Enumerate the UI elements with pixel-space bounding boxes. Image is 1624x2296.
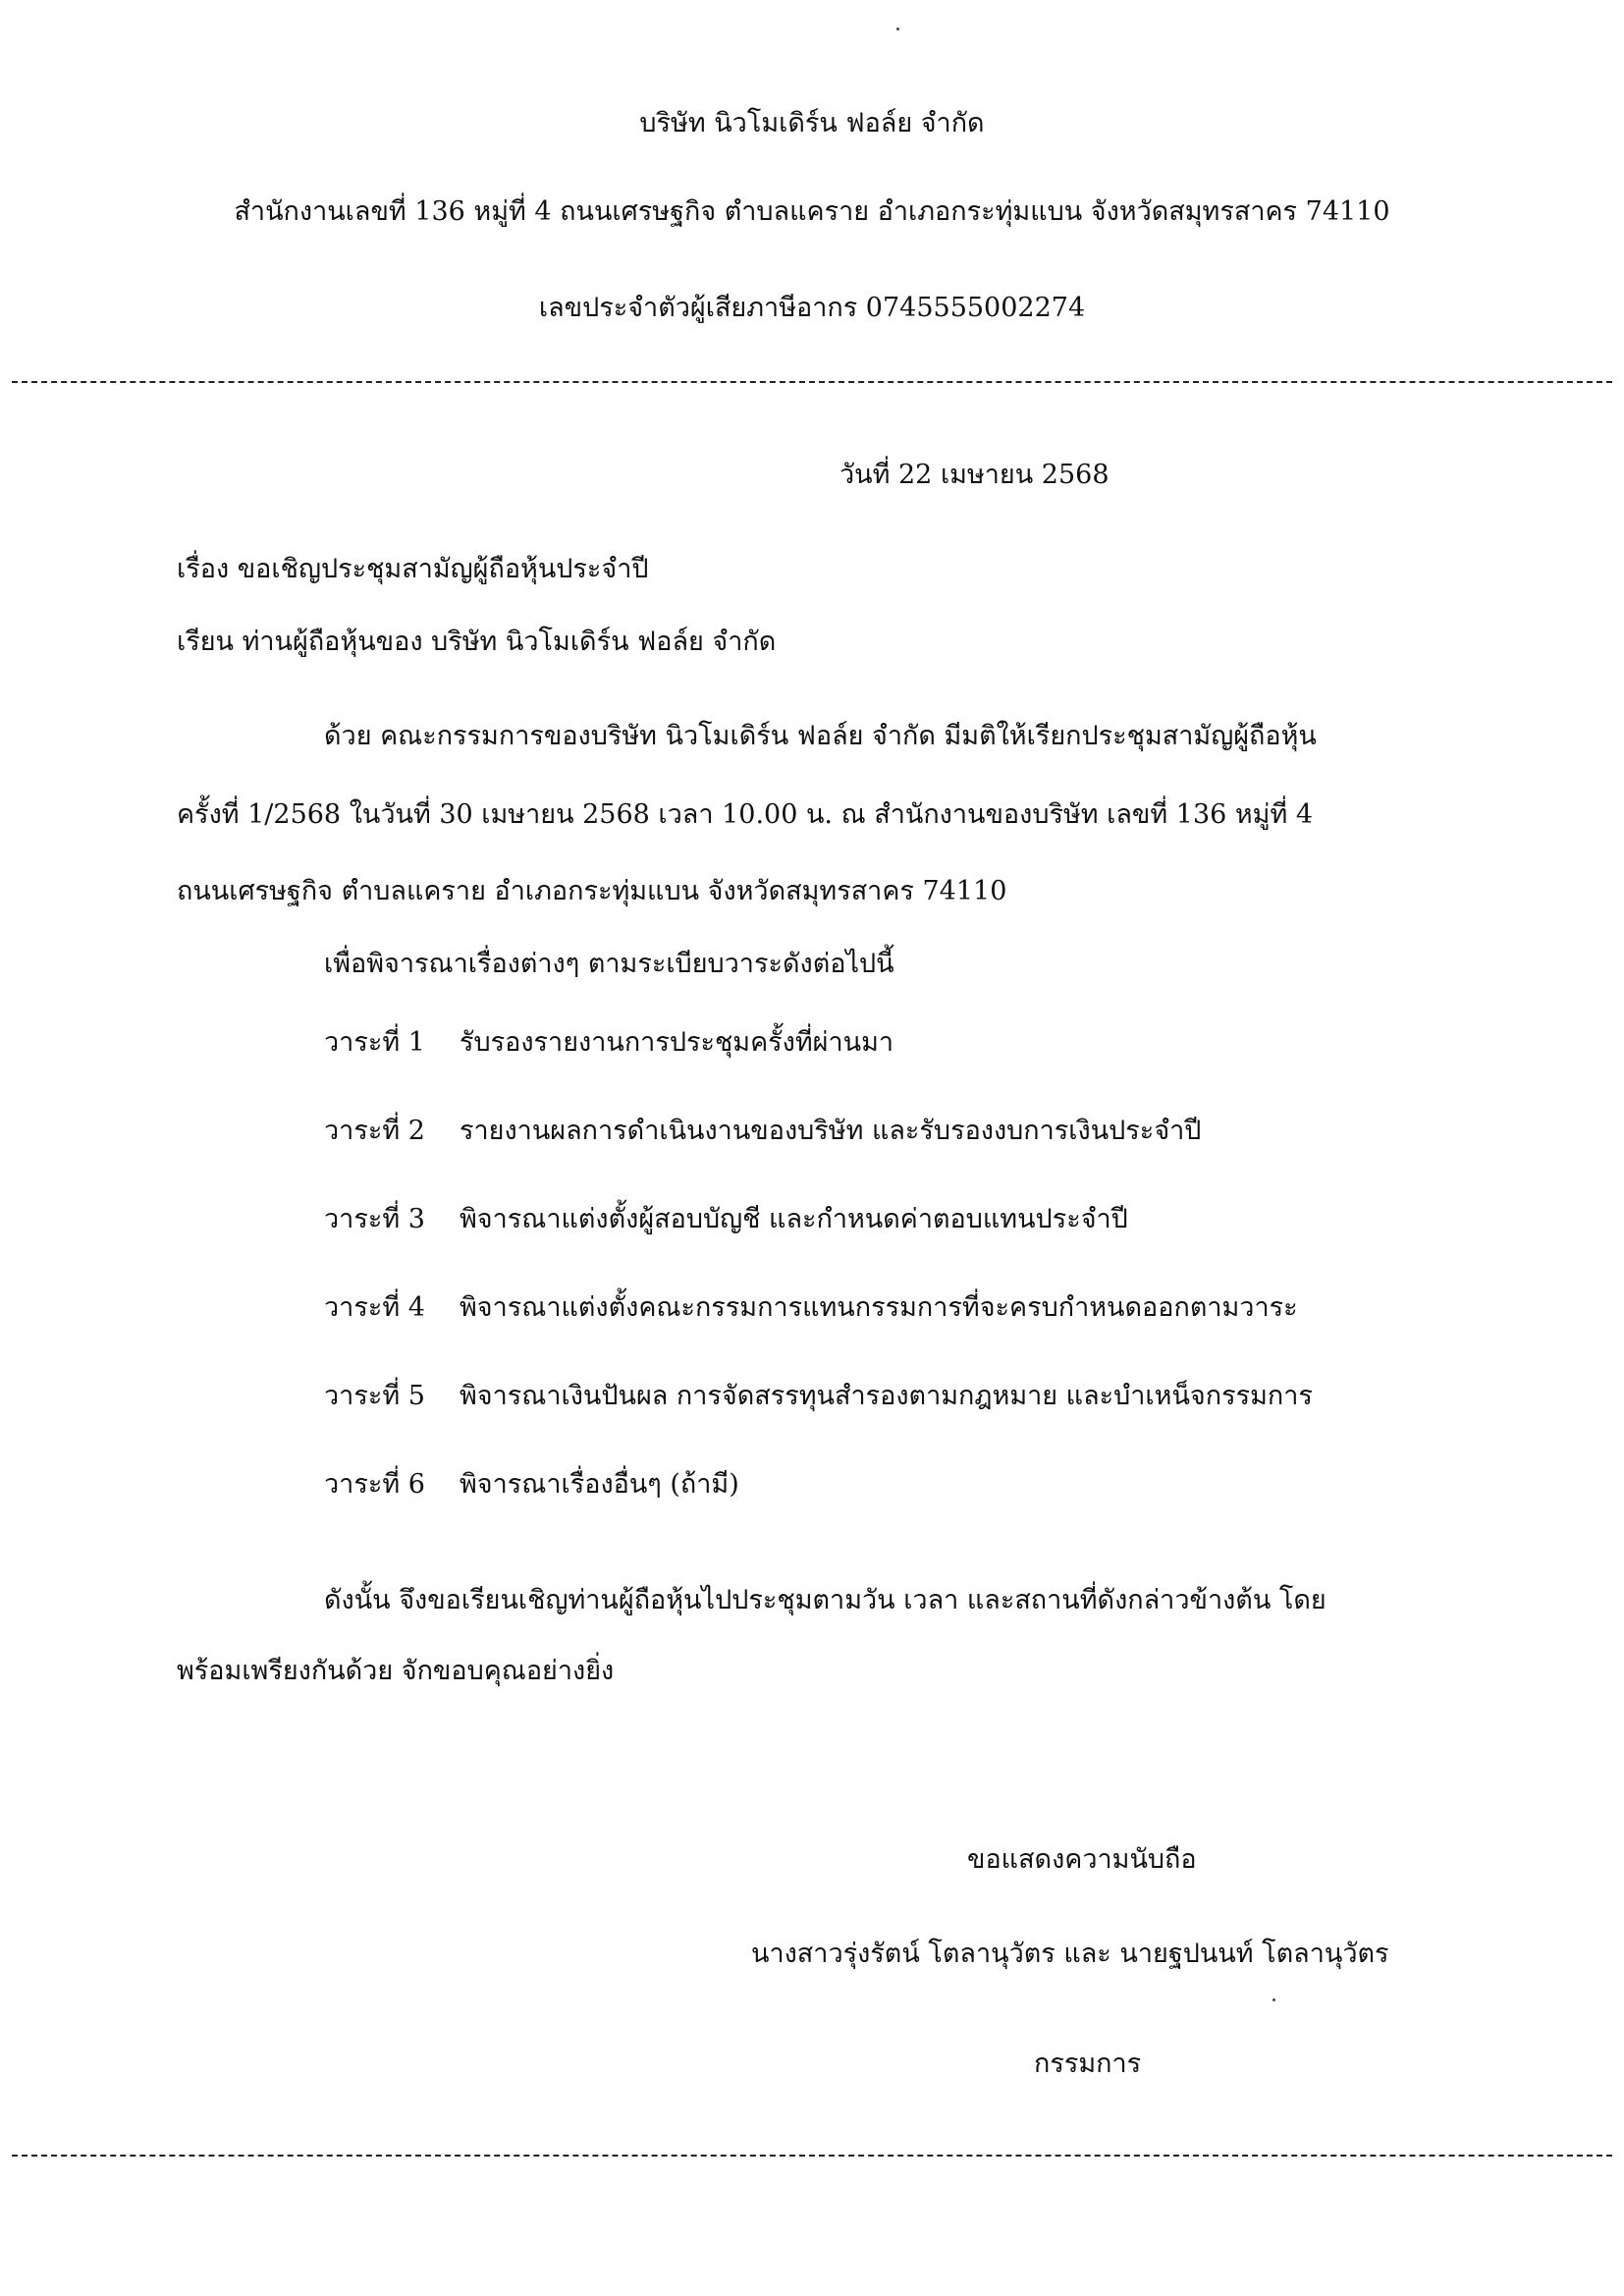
- agenda-item: [324, 1112, 1201, 1151]
- letter-date: วันที่ 22 เมษายน 2568: [839, 460, 1110, 490]
- agenda-number: วาระที่ 5: [324, 1381, 425, 1411]
- body-line: ถนนเศรษฐกิจ ตำบลแคราย อำเภอกระทุ่มแบน จังหวัดสมุทรสาคร 74110: [177, 876, 1007, 906]
- agenda-number: วาระที่ 6: [324, 1469, 425, 1500]
- closing-line: พร้อมเพรียงกันด้วย จักขอบคุณอย่างยิ่ง: [177, 1656, 615, 1686]
- agenda-intro: เพื่อพิจารณาเรื่องต่างๆ ตามระเบียบวาระดังต่อไปนี้: [324, 949, 894, 979]
- agenda-text: พิจารณาแต่งตั้งคณะกรรมการแทนกรรมการที่จะครบกำหนดออกตามวาระ: [460, 1292, 1298, 1323]
- closing-line: ดังนั้น จึงขอเรียนเชิญท่านผู้ถือหุ้นไปประชุมตามวัน เวลา และสถานที่ดังกล่าวข้างต้น โดย: [324, 1585, 1326, 1615]
- letter-subject: เรื่อง ขอเชิญประชุมสามัญผู้ถือหุ้นประจำปี: [177, 554, 649, 584]
- agenda-number: วาระที่ 3: [324, 1204, 425, 1234]
- scan-speck: [1272, 1998, 1275, 2001]
- agenda-text: รายงานผลการดำเนินงานของบริษัท และรับรองงบการเงินประจำปี: [460, 1116, 1202, 1146]
- letter-recipient: เรียน ท่านผู้ถือหุ้นของ บริษัท นิวโมเดิร์น ฟอล์ย จำกัด: [177, 627, 777, 657]
- agenda-item: [324, 1377, 1313, 1416]
- agenda-item: [324, 1023, 893, 1063]
- footer-divider: [12, 2155, 1612, 2157]
- agenda-item: [324, 1288, 1298, 1328]
- agenda-number: วาระที่ 2: [324, 1116, 425, 1146]
- tax-id: เลขประจำตัวผู้เสียภาษีอากร 0745555002274: [538, 293, 1086, 323]
- agenda-number: วาระที่ 4: [324, 1292, 425, 1323]
- scan-speck: [896, 27, 899, 30]
- signature-title: กรรมการ: [1034, 2049, 1142, 2079]
- body-line: ครั้งที่ 1/2568 ในวันที่ 30 เมษายน 2568 เวลา 10.00 น. ณ สำนักงานของบริษัท เลขที่ 136 หมู่ที่ 4: [177, 799, 1314, 830]
- body-line: ด้วย คณะกรรมการของบริษัท นิวโมเดิร์น ฟอล์ย จำกัด มีมติให้เรียกประชุมสามัญผู้ถือหุ้น: [324, 721, 1317, 751]
- company-name: บริษัท นิวโมเดิร์น ฟอล์ย จำกัด: [639, 108, 985, 138]
- agenda-item: [324, 1200, 1128, 1239]
- agenda-text: พิจารณาแต่งตั้งผู้สอบบัญชี และกำหนดค่าตอบแทนประจำปี: [460, 1204, 1128, 1234]
- agenda-text: พิจารณาเรื่องอื่นๆ (ถ้ามี): [460, 1469, 739, 1500]
- agenda-number: วาระที่ 1: [324, 1027, 425, 1058]
- signature-names: นางสาวรุ่งรัตน์ โตลานุวัตร และ นายฐปนนท์ โตลานุวัตร: [751, 1939, 1389, 1969]
- signature-salutation: ขอแสดงความนับถือ: [967, 1844, 1197, 1875]
- agenda-text: รับรองรายงานการประชุมครั้งที่ผ่านมา: [460, 1027, 894, 1058]
- agenda-item: [324, 1465, 739, 1504]
- header-divider: [12, 381, 1612, 383]
- agenda-text: พิจารณาเงินปันผล การจัดสรรทุนสำรองตามกฎหมาย และบำเหน็จกรรมการ: [460, 1381, 1313, 1411]
- company-address: สำนักงานเลขที่ 136 หมู่ที่ 4 ถนนเศรษฐกิจ ตำบลแคราย อำเภอกระทุ่มแบน จังหวัดสมุทรสาคร 74110: [234, 196, 1390, 227]
